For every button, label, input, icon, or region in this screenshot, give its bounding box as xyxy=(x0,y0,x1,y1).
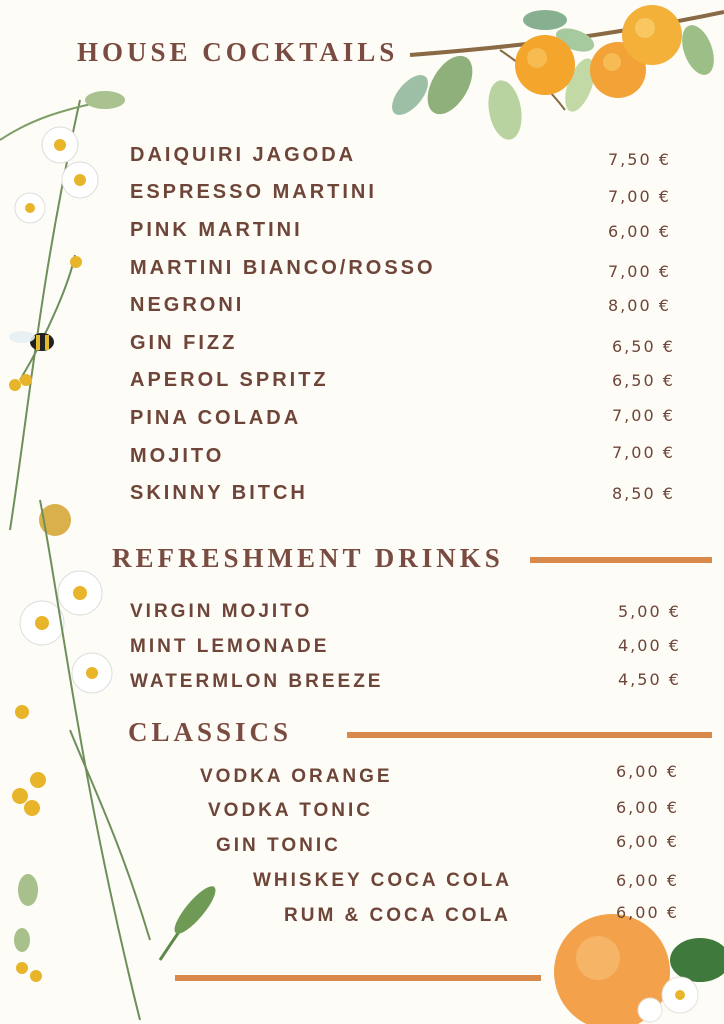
menu-item-price: 7,00 € xyxy=(612,443,675,462)
menu-item-price: 7,00 € xyxy=(612,406,675,425)
menu-item-name: MINT LEMONADE xyxy=(130,636,330,657)
menu-item-price: 6,00 € xyxy=(616,798,679,817)
classics-heading: CLASSICS xyxy=(128,717,293,747)
menu-item-name: VIRGIN MOJITO xyxy=(130,601,313,622)
menu-item-name: WHISKEY COCA COLA xyxy=(253,870,512,891)
refreshment-drinks-heading: REFRESHMENT DRINKS xyxy=(112,543,504,573)
menu-item-name: GIN FIZZ xyxy=(130,332,238,354)
menu-item-price: 7,00 € xyxy=(608,262,671,281)
menu-item-price: 6,00 € xyxy=(616,832,679,851)
menu-item-name: PINK MARTINI xyxy=(130,219,303,241)
menu-item-price: 7,50 € xyxy=(608,150,671,169)
menu-item-price: 4,50 € xyxy=(618,670,681,689)
menu-item-name: DAIQUIRI JAGODA xyxy=(130,144,357,166)
menu-item-price: 8,50 € xyxy=(612,484,675,503)
menu-item-name: APEROL SPRITZ xyxy=(130,369,329,391)
menu-item-price: 6,00 € xyxy=(616,762,679,781)
menu-item-name: RUM & COCA COLA xyxy=(284,905,511,926)
menu-item-name: ESPRESSO MARTINI xyxy=(130,181,377,203)
menu-item-price: 6,50 € xyxy=(612,337,675,356)
bottom-divider xyxy=(175,975,541,981)
menu-item-price: 8,00 € xyxy=(608,296,671,315)
menu-item-price: 5,00 € xyxy=(618,602,681,621)
house-cocktails-heading: HOUSE COCKTAILS xyxy=(77,37,399,67)
menu-item-name: WATERMLON BREEZE xyxy=(130,671,384,692)
menu-item-price: 4,00 € xyxy=(618,636,681,655)
menu-item-name: SKINNY BITCH xyxy=(130,482,308,504)
menu-item-price: 6,50 € xyxy=(612,371,675,390)
apricot-branch-illustration xyxy=(380,0,724,140)
section-divider xyxy=(347,732,712,738)
menu-item-name: MARTINI BIANCO/ROSSO xyxy=(130,257,436,279)
menu-item-price: 6,00 € xyxy=(616,903,679,922)
menu-item-name: MOJITO xyxy=(130,445,225,467)
peach-illustration xyxy=(550,910,724,1024)
menu-item-price: 6,00 € xyxy=(608,222,671,241)
menu-item-name: VODKA TONIC xyxy=(208,800,373,821)
menu-item-name: PINA COLADA xyxy=(130,407,302,429)
section-divider xyxy=(530,557,712,563)
menu-item-price: 6,00 € xyxy=(616,871,679,890)
menu-item-name: NEGRONI xyxy=(130,294,245,316)
menu-item-price: 7,00 € xyxy=(608,187,671,206)
menu-item-name: VODKA ORANGE xyxy=(200,766,393,787)
menu-item-name: GIN TONIC xyxy=(216,835,341,856)
